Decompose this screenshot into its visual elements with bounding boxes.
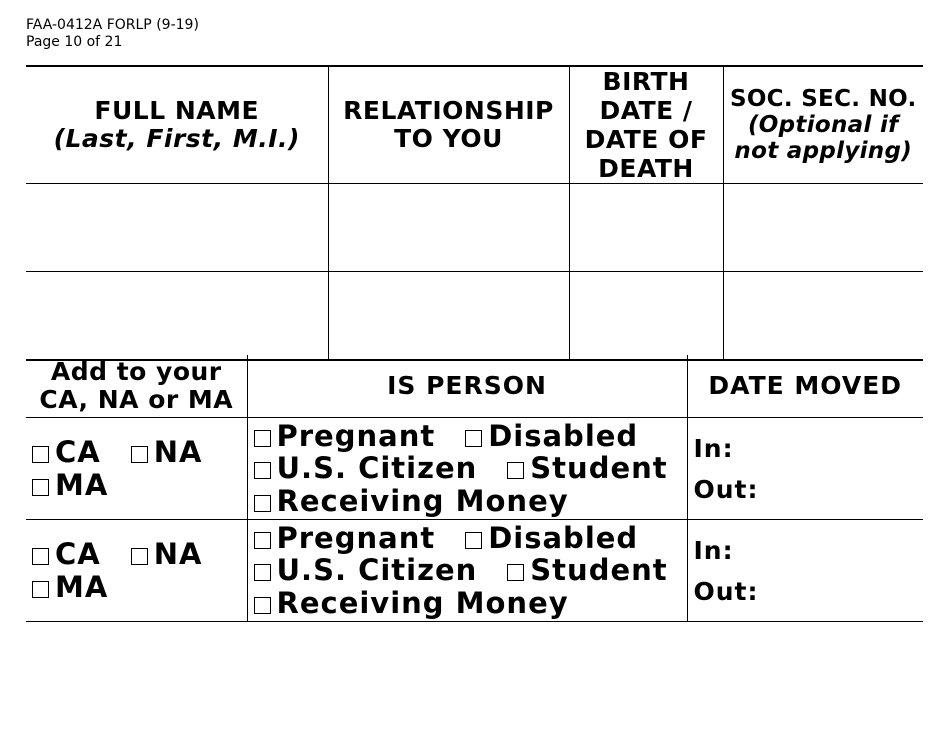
col-ssn <box>723 66 923 184</box>
table-row <box>26 520 923 622</box>
form-header <box>26 17 199 51</box>
table-row <box>26 184 923 272</box>
col-birth-date <box>569 66 723 184</box>
ssn-note-1: (Optional if <box>748 112 899 138</box>
relationship-cell[interactable] <box>328 184 569 272</box>
add-label-2: CA, NA or MA <box>39 385 234 414</box>
pregnant-option[interactable] <box>254 522 436 555</box>
page-number: Page 10 of 21 <box>26 34 123 50</box>
moved-in-label: In: <box>693 535 734 565</box>
col-full-name <box>26 66 328 184</box>
disabled-option[interactable] <box>465 420 638 453</box>
citizen-label: U.S. Citizen <box>276 553 478 588</box>
student-option[interactable] <box>507 554 667 587</box>
na-checkbox[interactable] <box>131 446 148 463</box>
birth-date-cell[interactable] <box>569 272 723 361</box>
disabled-label: Disabled <box>488 418 639 453</box>
student-option[interactable] <box>507 452 667 485</box>
na-option[interactable] <box>131 436 203 469</box>
student-checkbox[interactable] <box>507 462 524 479</box>
ma-label: MA <box>55 467 109 502</box>
ca-option[interactable] <box>32 538 101 571</box>
ssn-cell[interactable] <box>723 272 923 361</box>
receiving-money-label: Receiving Money <box>276 585 569 620</box>
student-checkbox[interactable] <box>507 564 524 581</box>
disabled-checkbox[interactable] <box>465 430 482 447</box>
ma-label: MA <box>55 569 109 604</box>
add-label-1: Add to your <box>50 357 222 386</box>
citizen-label: U.S. Citizen <box>276 451 478 486</box>
ma-option[interactable] <box>32 469 108 502</box>
student-label: Student <box>530 451 668 486</box>
citizen-checkbox[interactable] <box>254 564 271 581</box>
na-label: NA <box>153 434 203 469</box>
citizen-option[interactable] <box>254 554 478 587</box>
pregnant-checkbox[interactable] <box>254 430 271 447</box>
moved-out-label: Out: <box>693 474 759 504</box>
ca-checkbox[interactable] <box>32 548 49 565</box>
table-row <box>26 418 923 520</box>
status-header-row <box>26 355 923 418</box>
citizen-checkbox[interactable] <box>254 462 271 479</box>
col-relationship <box>328 66 569 184</box>
moved-in-label: In: <box>693 433 734 463</box>
ma-checkbox[interactable] <box>32 581 49 598</box>
birth-label-4: DEATH <box>598 154 694 183</box>
table-row <box>26 272 923 361</box>
member-status-table <box>26 355 923 622</box>
receiving-money-label: Receiving Money <box>276 483 569 518</box>
ssn-label: SOC. SEC. NO. <box>729 86 917 112</box>
disabled-label: Disabled <box>488 520 639 555</box>
full-name-cell[interactable] <box>26 184 328 272</box>
date-moved-cell[interactable] <box>687 520 923 622</box>
col-add-program <box>26 355 247 418</box>
receiving-money-option[interactable] <box>254 485 569 518</box>
citizen-option[interactable] <box>254 452 478 485</box>
na-option[interactable] <box>131 538 203 571</box>
col-date-moved: DATE MOVED <box>687 355 923 418</box>
relationship-label-2: TO YOU <box>394 124 503 153</box>
col-is-person: IS PERSON <box>247 355 687 418</box>
pregnant-checkbox[interactable] <box>254 532 271 549</box>
na-label: NA <box>153 536 203 571</box>
relationship-cell[interactable] <box>328 272 569 361</box>
receiving-money-option[interactable] <box>254 587 569 620</box>
relationship-label-1: RELATIONSHIP <box>343 96 554 125</box>
disabled-option[interactable] <box>465 522 638 555</box>
full-name-cell[interactable] <box>26 272 328 361</box>
date-moved-cell[interactable] <box>687 418 923 520</box>
pregnant-option[interactable] <box>254 420 436 453</box>
na-checkbox[interactable] <box>131 548 148 565</box>
student-label: Student <box>530 553 668 588</box>
receiving-money-checkbox[interactable] <box>254 597 271 614</box>
person-status-options <box>247 418 687 520</box>
receiving-money-checkbox[interactable] <box>254 495 271 512</box>
program-options <box>26 418 247 520</box>
program-options <box>26 520 247 622</box>
ma-option[interactable] <box>32 571 108 604</box>
birth-label-2: DATE / <box>599 96 693 125</box>
pregnant-label: Pregnant <box>276 418 436 453</box>
ca-checkbox[interactable] <box>32 446 49 463</box>
pregnant-label: Pregnant <box>276 520 436 555</box>
birth-date-cell[interactable] <box>569 184 723 272</box>
ca-label: CA <box>55 536 101 571</box>
birth-label-3: DATE OF <box>584 125 708 154</box>
ma-checkbox[interactable] <box>32 479 49 496</box>
form-id: FAA-0412A FORLP (9-19) <box>26 17 199 33</box>
ca-option[interactable] <box>32 436 101 469</box>
moved-out-label: Out: <box>693 576 759 606</box>
members-header-row <box>26 66 923 184</box>
full-name-note: (Last, First, M.I.) <box>53 124 300 153</box>
person-status-options <box>247 520 687 622</box>
household-members-table <box>26 65 923 361</box>
ssn-cell[interactable] <box>723 184 923 272</box>
ssn-note-2: not applying) <box>734 138 913 164</box>
birth-label-1: BIRTH <box>602 67 690 96</box>
disabled-checkbox[interactable] <box>465 532 482 549</box>
full-name-label: FULL NAME <box>94 96 260 125</box>
ca-label: CA <box>55 434 101 469</box>
